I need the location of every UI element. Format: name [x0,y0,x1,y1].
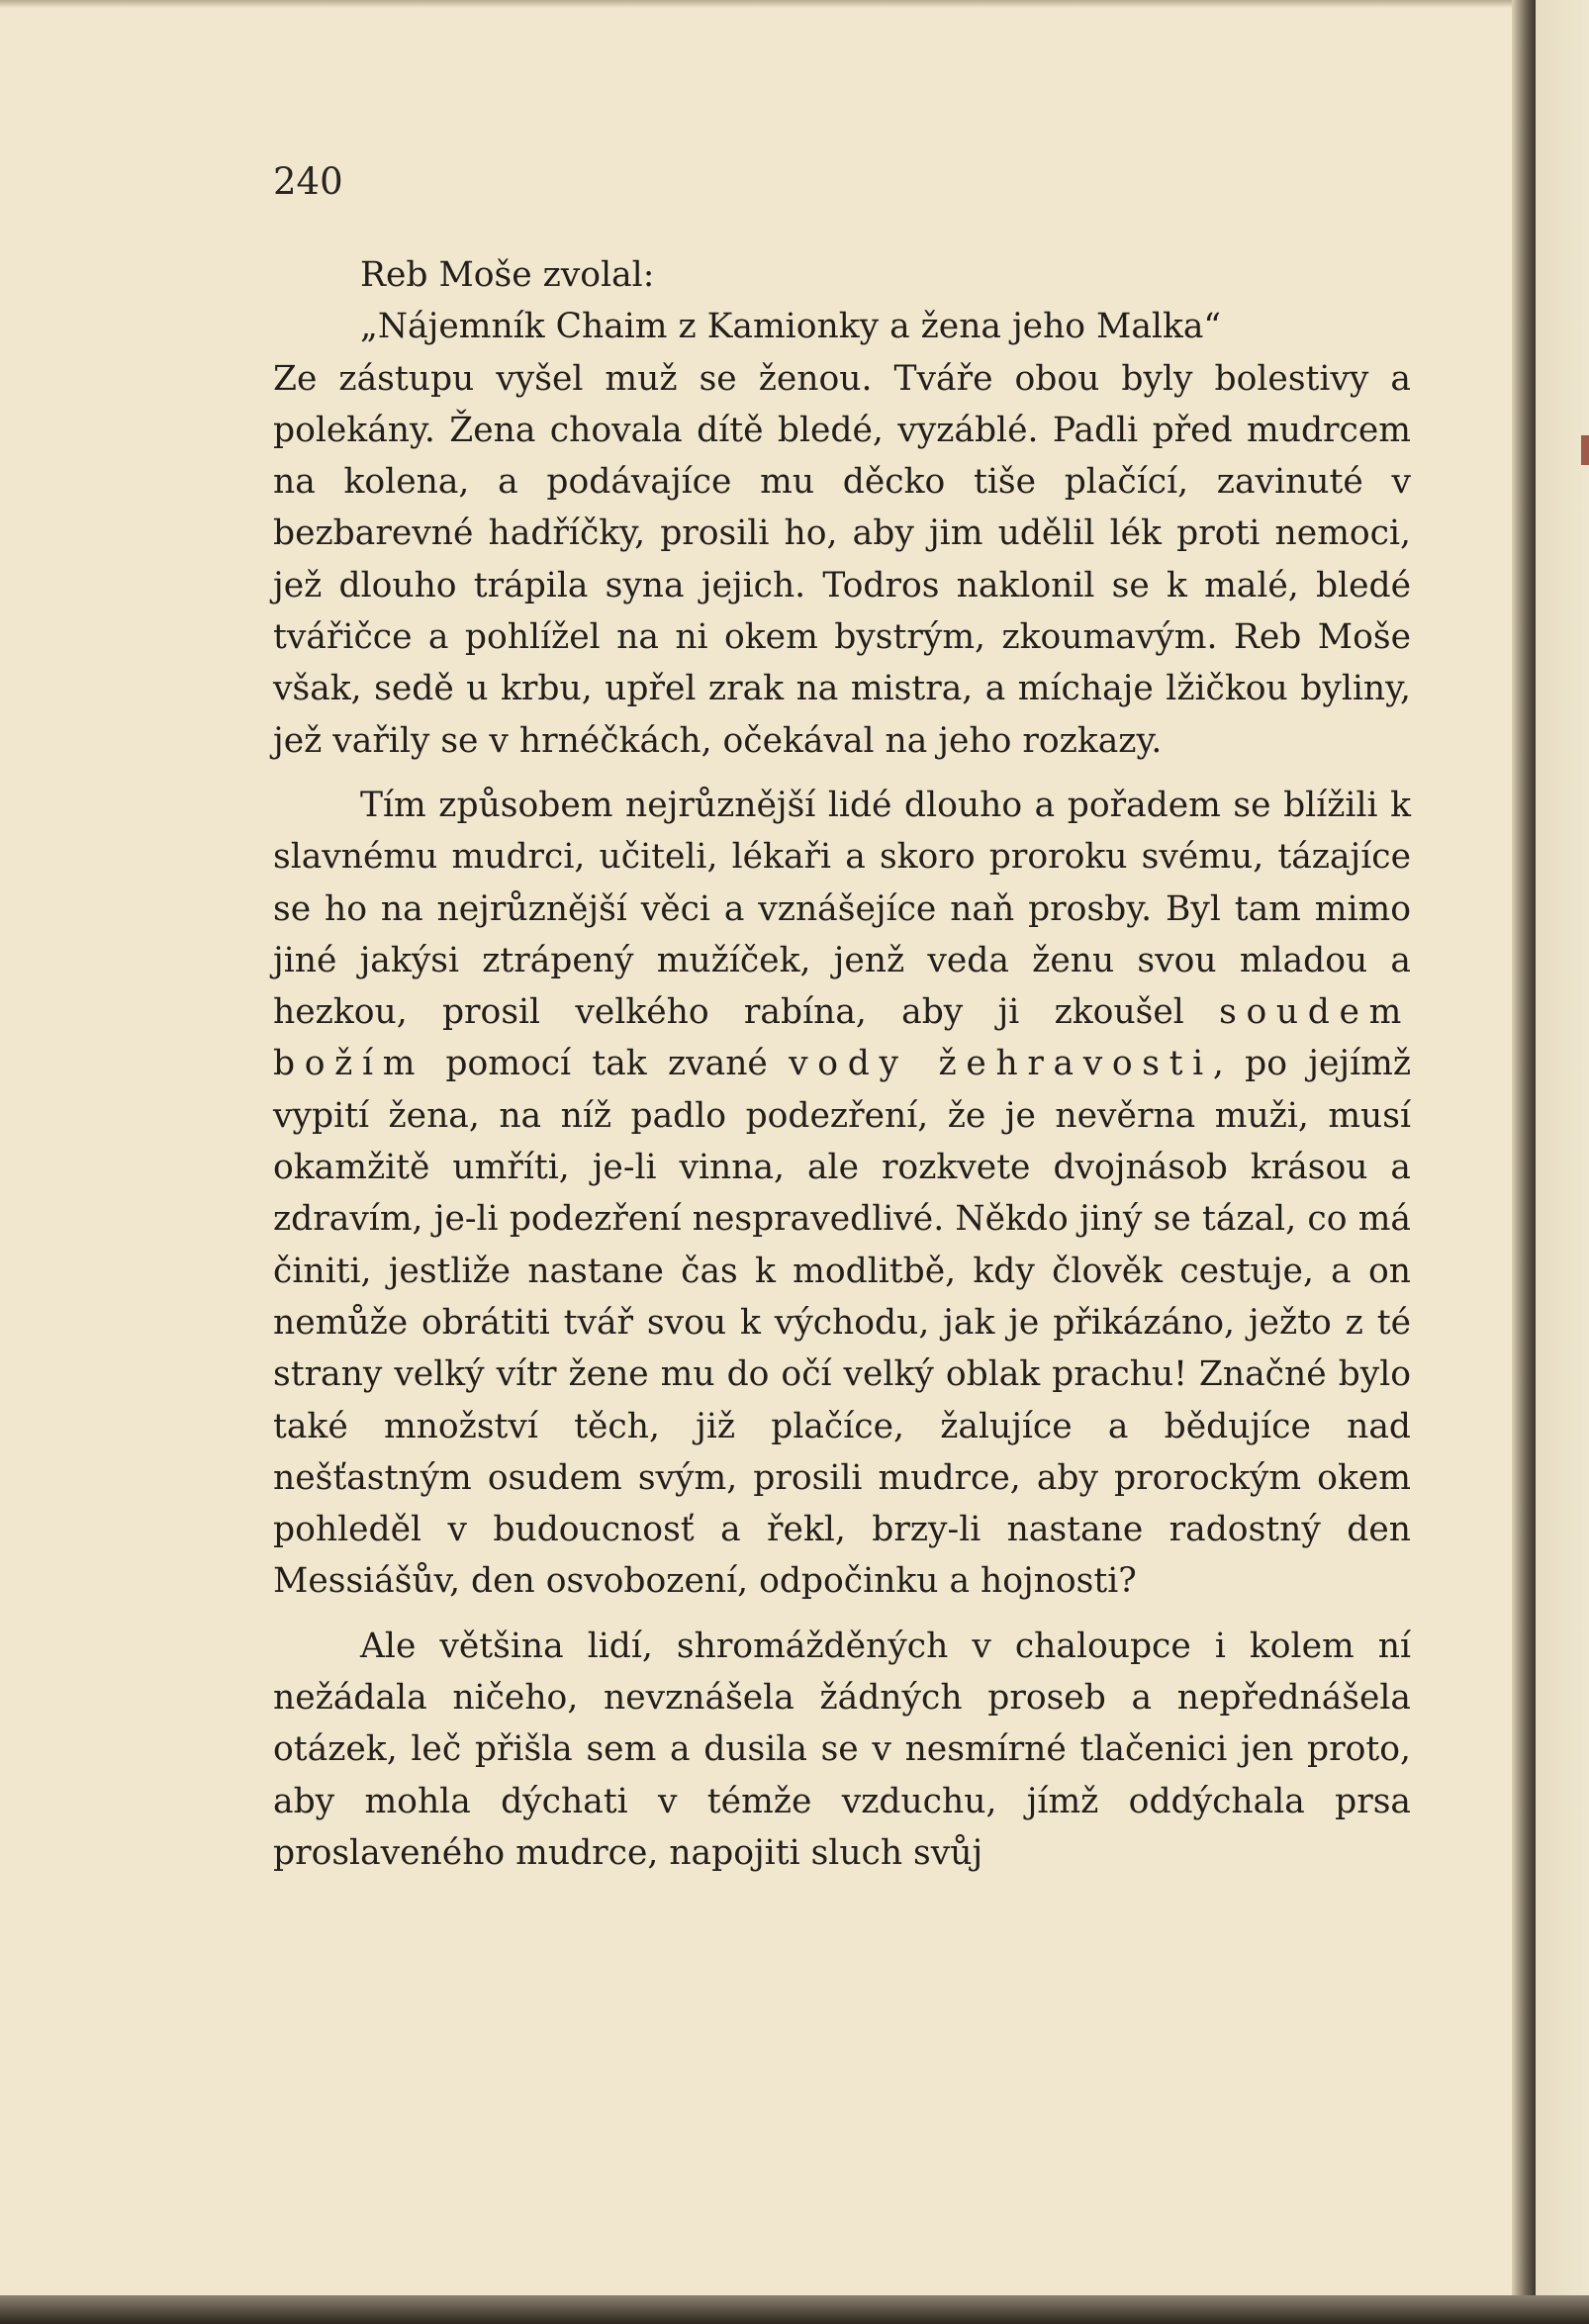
paragraph-2-part-3: , po jejímž vypití žena, na níž padlo podezření, že je nevěrna muži, musí okamžitě umříti, je-li vinna, ale rozkvete dvojnásob krásou a zdravím, je-li podezření nespravedlivé. Někdo jiný se tázal, co má činiti, jestliže nastane čas k modlitbě, kdy člověk cestuje, a on nemůže obrátiti tvář svou k východu, jak je přikázáno, ježto z té strany velký vítr žene mu do očí velký oblak prachu! Značné bylo také množství těch, již plačíce, žalujíce a bědujíce nad nešťastným osudem svým, prosili mudrce, aby prorockým okem pohleděl v budoucnosť a řekl, brzy-li nastane radostný den Messiášův, den osvobození, odpočinku a hojnosti? [273,1044,1412,1602]
book-gutter [1512,0,1536,2295]
page-number: 240 [273,160,343,203]
quote-line: „Nájemník Chaim z Kamionky a žena jeho Malka“ [360,307,1222,347]
paragraph-2-emphasis-2: vody žehravosti [789,1044,1213,1084]
adjacent-page-edge [1536,0,1589,2295]
paragraph-2-part-1: Tím způsobem nejrůznější lidé dlouho a pořadem se blížili k slavnému mudrci, učiteli, lékaři a skoro proroku svému, tázajíce se ho na nejrůznější věci a vznášejíce naň prosby. Byl tam mimo jiné jakýsi ztrápený mužíček, jenž veda ženu svou mladou a hezkou, prosil velkého rabína, aby ji zkoušel [273,785,1411,1033]
paragraph-3: Ale většina lidí, shromážděných v chaloupce i kolem ní nežádala ničeho, nevznášela žádných proseb a nepřednášela otázek, leč přišla sem a dusila se v nesmírné tlačenici jen proto, aby mohla dýchati v témže vzduchu, jímž oddýchala prsa proslaveného mudrce, napojiti sluch svůj [273,1626,1411,1873]
body-text [273,249,1411,1879]
paragraph-2-emphasis-1: soudem božím [273,992,1411,1084]
paragraph-2 [273,780,1411,1608]
paragraph-1: Ze zástupu vyšel muž se ženou. Tváře obou byly bolestivy a polekány. Žena chovala dítě bledé, vyzáblé. Padli před mudrcem na kolena, a podávajíce mu děcko tiše plačící, zavinuté v bezbarevné hadříčky, prosili ho, aby jim udělil lék proti nemoci, jež dlouho trápila syna jejich. Todros naklonil se k malé, bledé tvářičce a pohlížel na ni okem bystrým, zkoumavým. Reb Moše však, sedě u krbu, upřel zrak na mistra, a míchaje lžičkou byliny, jež vařily se v hrnéčkách, očekával na jeho rozkazy. [273,358,1411,761]
top-shadow [0,0,1524,8]
paragraph-2-part-2: pomocí tak zvané [445,1044,768,1084]
intro-line: Reb Moše zvolal: [360,255,655,295]
page-edge-mark [1581,435,1589,465]
bottom-edge-shadow [0,2295,1589,2324]
